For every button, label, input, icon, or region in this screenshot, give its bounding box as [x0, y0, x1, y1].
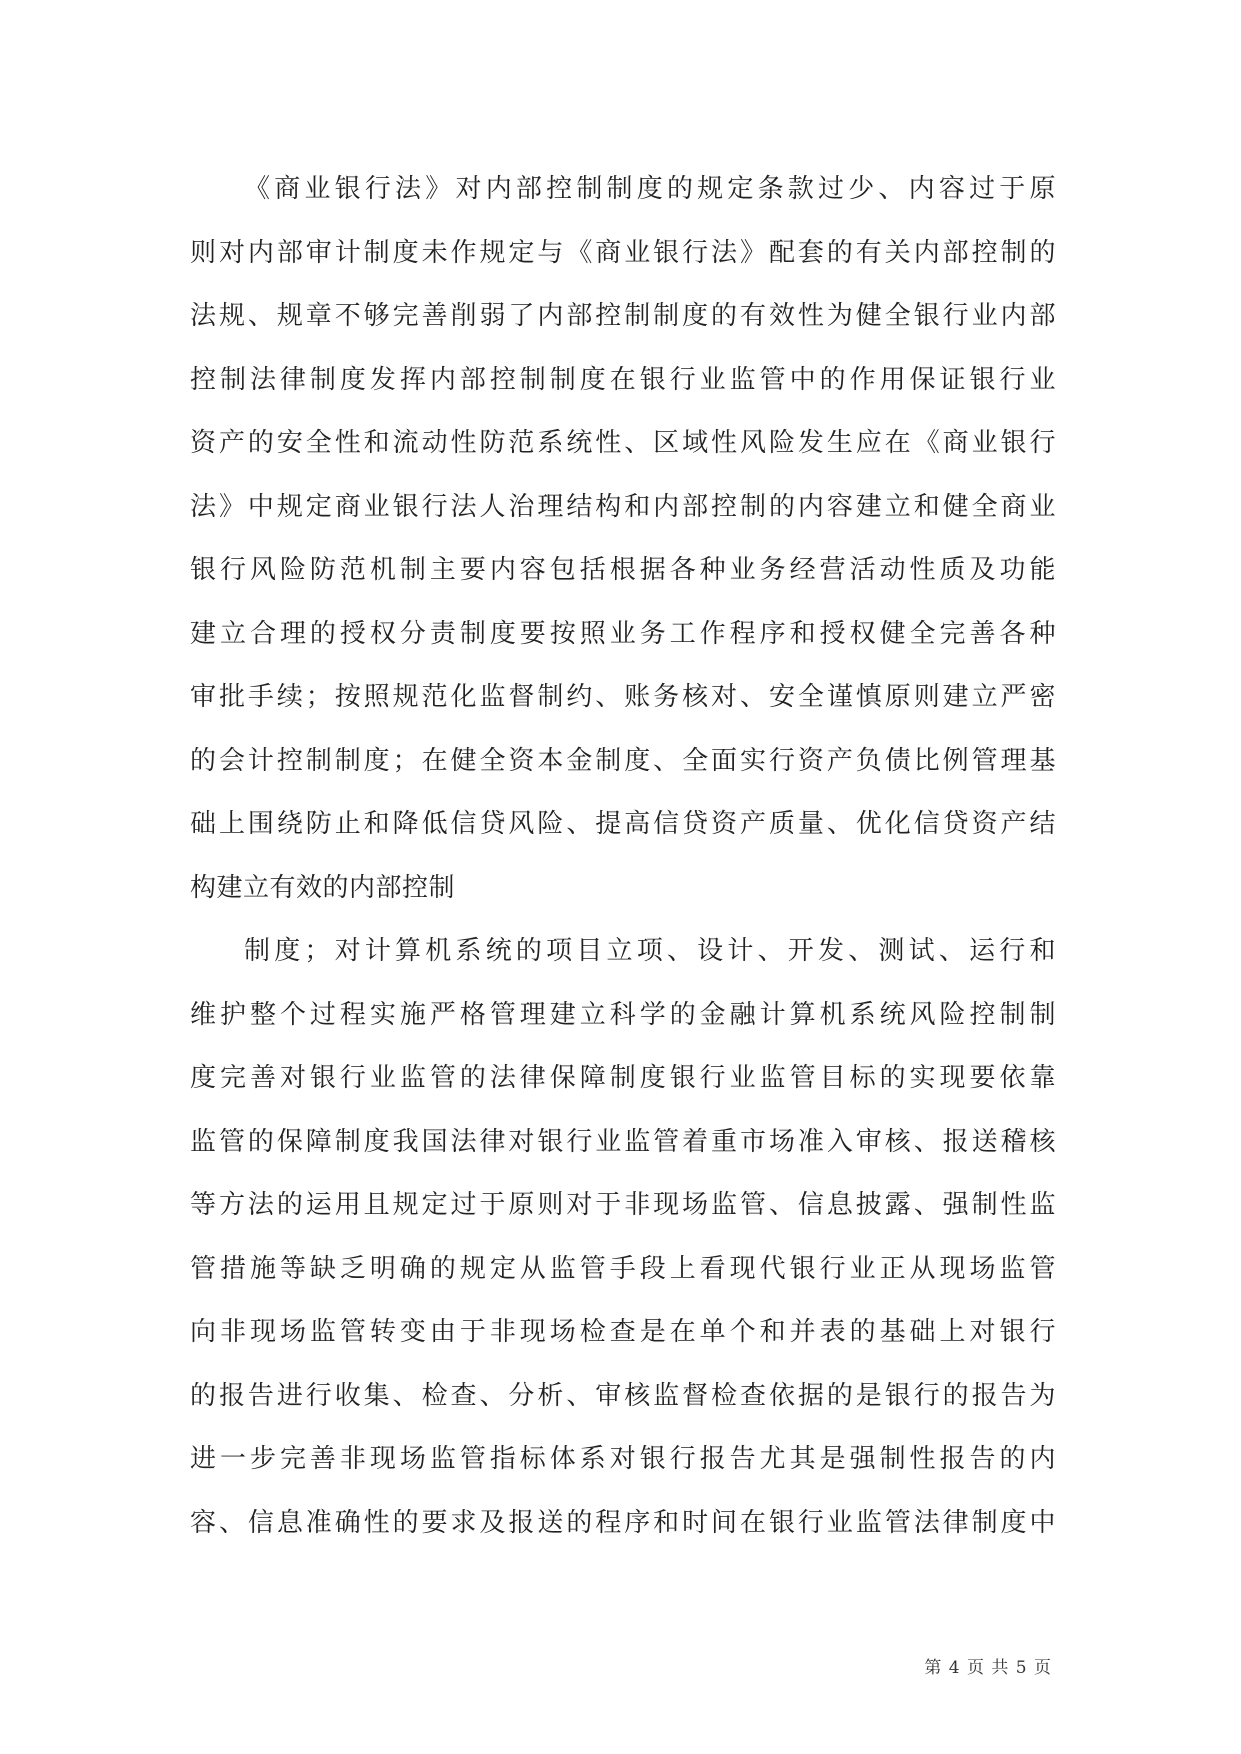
body-text: [190, 158, 1056, 1555]
paragraph-2-line-2: 维护整个过程实施严格管理建立科学的金融计算机系统风险控制制: [190, 999, 1056, 1030]
paragraph-2-line-8: 的报告进行收集、检查、分析、审核监督检查依据的是银行的报告为: [190, 1380, 1056, 1411]
paragraph-2-line-4: 监管的保障制度我国法律对银行业监管着重市场准入审核、报送稽核: [190, 1126, 1056, 1157]
paragraph-1-line-10: 的会计控制制度；在健全资本金制度、全面实行资产负债比例管理基: [190, 745, 1056, 776]
paragraph-2-line-9: 进一步完善非现场监管指标体系对银行报告尤其是强制性报告的内: [190, 1444, 1056, 1474]
paragraph-1-line-6: 法》中规定商业银行法人治理结构和内部控制的内容建立和健全商业: [190, 491, 1056, 522]
paragraph-1-line-7: 银行风险防范机制主要内容包括根据各种业务经营活动性质及功能: [190, 555, 1056, 585]
page-number-footer: 第 4 页 共 5 页: [924, 1658, 1052, 1678]
paragraph-1-line-2: 则对内部审计制度未作规定与《商业银行法》配套的有关内部控制的: [190, 237, 1056, 268]
paragraph-2-line-1: 制度；对计算机系统的项目立项、设计、开发、测试、运行和: [244, 936, 1056, 966]
paragraph-1-line-11: 础上围绕防止和降低信贷风险、提高信贷资产质量、优化信贷资产结: [190, 809, 1056, 839]
paragraph-2-line-5: 等方法的运用且规定过于原则对于非现场监管、信息披露、强制性监: [190, 1190, 1056, 1220]
paragraph-2-line-6: 管措施等缺乏明确的规定从监管手段上看现代银行业正从现场监管: [190, 1253, 1056, 1284]
paragraph-1-line-4: 控制法律制度发挥内部控制制度在银行业监管中的作用保证银行业: [190, 364, 1056, 395]
paragraph-1-line-8: 建立合理的授权分责制度要按照业务工作程序和授权健全完善各种: [190, 618, 1056, 649]
paragraph-2-line-3: 度完善对银行业监管的法律保障制度银行业监管目标的实现要依靠: [190, 1063, 1056, 1093]
paragraph-2-line-7: 向非现场监管转变由于非现场检查是在单个和并表的基础上对银行: [190, 1317, 1056, 1347]
paragraph-1-line-3: 法规、规章不够完善削弱了内部控制制度的有效性为健全银行业内部: [190, 301, 1056, 331]
paragraph-1-line-5: 资产的安全性和流动性防范系统性、区域性风险发生应在《商业银行: [190, 428, 1056, 458]
paragraph-2-line-10: 容、信息准确性的要求及报送的程序和时间在银行业监管法律制度中: [190, 1507, 1056, 1538]
paragraph-1-line-12: 构建立有效的内部控制: [190, 872, 456, 903]
paragraph-1-line-9: 审批手续；按照规范化监督制约、账务核对、安全谨慎原则建立严密: [190, 682, 1056, 712]
paragraph-1-line-1: 《商业银行法》对内部控制制度的规定条款过少、内容过于原: [244, 174, 1056, 204]
